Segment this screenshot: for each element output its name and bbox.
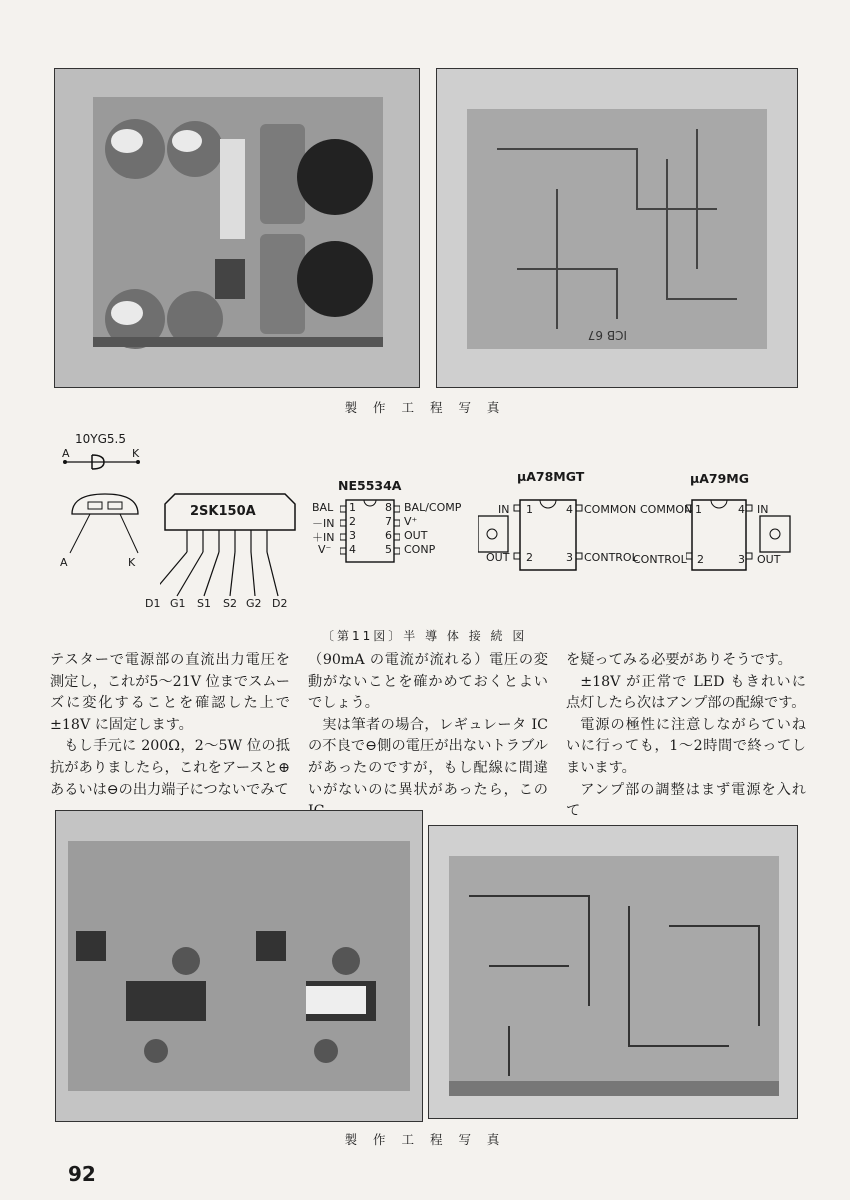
ne5534-left-pin-4: V⁻: [318, 543, 332, 556]
photo-amp-board-top: [55, 810, 423, 1122]
ua79-part-label: μA79MG: [690, 471, 749, 486]
fet-pin-d2: D2: [272, 597, 288, 610]
board-mark: ICB 67: [587, 328, 627, 342]
col1-paragraph-2: もし手元に 200Ω，2～5W 位の抵抗がありましたら，これをアースと⊕あるいは⊖の出力端子につないでみて: [50, 738, 290, 798]
ne5534-right-num-8: 8: [385, 501, 392, 514]
diode-anode-label: A: [62, 447, 70, 460]
col3-paragraph-3: 電源の極性に注意しながらていねいに行っても，1～2時間で終ってしまいます。: [566, 716, 806, 776]
ua78-num-1: 1: [526, 503, 533, 516]
ua78-num-2: 2: [526, 551, 533, 564]
ne5534-right-num-5: 5: [385, 543, 392, 556]
ua79-pin-common: COMMON: [640, 503, 693, 516]
ne5534-right-num-6: 6: [385, 529, 392, 542]
col3-paragraph-4: アンプ部の調整はまず電源を入れて: [566, 781, 806, 820]
ne5534-right-num-7: 7: [385, 515, 392, 528]
ua78-pin-control: CONTROL: [584, 551, 638, 564]
fet-pin-d1: D1: [145, 597, 161, 610]
ua79-num-1: 1: [695, 503, 702, 516]
text-column-2: [308, 650, 548, 823]
fet-pin-g2: G2: [246, 597, 262, 610]
ne5534-left-pin-1: BAL: [312, 501, 334, 514]
fet-pin-s1: S1: [197, 597, 211, 610]
page-number: 92: [68, 1162, 96, 1186]
fet-pin-g1: G1: [170, 597, 186, 610]
photo-caption-bottom: 製 作 工 程 写 真: [344, 1132, 506, 1147]
ua79-pin-out: OUT: [757, 553, 781, 566]
diode-cathode-label: K: [132, 447, 140, 460]
col3-paragraph-1: を疑ってみる必要がありそうです。: [566, 652, 792, 668]
col3-paragraph-2: ±18V が正常で LED もきれいに点灯したら次はアンプ部の配線です。: [566, 673, 806, 712]
fet-pin-s2: S2: [223, 597, 237, 610]
ne5534-right-pin-5: CONP: [404, 543, 436, 556]
col2-paragraph-2: 実は筆者の場合，レギュレータ IC の不良で⊖側の電圧が出ないトラブルがあったのですが，もし配線に間違いがないのに異状があったら，この: [308, 716, 548, 798]
ne5534-left-num-4: 4: [349, 543, 356, 556]
ne5534-left-pin-2: －IN: [312, 517, 335, 530]
ne5534-right-pin-6: OUT: [404, 529, 428, 542]
diode-package-cathode: K: [128, 556, 136, 569]
ne5534-left-num-3: 3: [349, 529, 356, 542]
fet-part-label: 2SK150A: [190, 504, 256, 519]
photo-caption-top: 製 作 工 程 写 真: [344, 400, 506, 415]
ua79-pin-control: CONTROL: [633, 553, 687, 566]
col2-paragraph-1: （90mA の電流が流れる）電圧の変動がないことを確かめておくとよいでしょう。: [308, 652, 548, 712]
photo-power-board-top: [54, 68, 420, 388]
diode-part-label: 10YG5.5: [75, 432, 126, 446]
ua78-num-3: 3: [566, 551, 573, 564]
ua78-part-label: μA78MGT: [517, 469, 585, 484]
ua79-pin-in: IN: [757, 503, 769, 516]
ua79-num-2: 2: [697, 553, 704, 566]
col1-paragraph-1: テスターで電源部の直流出力電圧を測定し，これが5～21V 位までスムーズに変化することを確認した上で±18V に固定します。: [50, 652, 290, 733]
ua78-pin-common: COMMON: [584, 503, 637, 516]
ne5534-part-label: NE5534A: [338, 478, 402, 493]
ua78-pin-out: OUT: [486, 551, 510, 564]
diode-package-anode: A: [60, 556, 68, 569]
ne5534-right-pin-7: V⁺: [404, 515, 418, 528]
ne5534-left-num-1: 1: [349, 501, 356, 514]
ua78-pin-in: IN: [498, 503, 510, 516]
ne5534-right-pin-8: BAL/COMP: [404, 501, 462, 514]
ua79-num-4: 4: [738, 503, 745, 516]
photo-power-board-bottom: [436, 68, 798, 388]
figure-caption: 〔第11図〕半 導 体 接 続 図: [322, 629, 528, 643]
ne5534-left-pin-3: ＋IN: [312, 531, 335, 544]
ua79-num-3: 3: [738, 553, 745, 566]
diode-package-drawing: [60, 488, 150, 568]
text-column-3: [566, 650, 806, 823]
ne5534-left-num-2: 2: [349, 515, 356, 528]
text-column-1: [50, 650, 290, 801]
ua78-num-4: 4: [566, 503, 573, 516]
photo-amp-board-bottom: [428, 825, 798, 1119]
